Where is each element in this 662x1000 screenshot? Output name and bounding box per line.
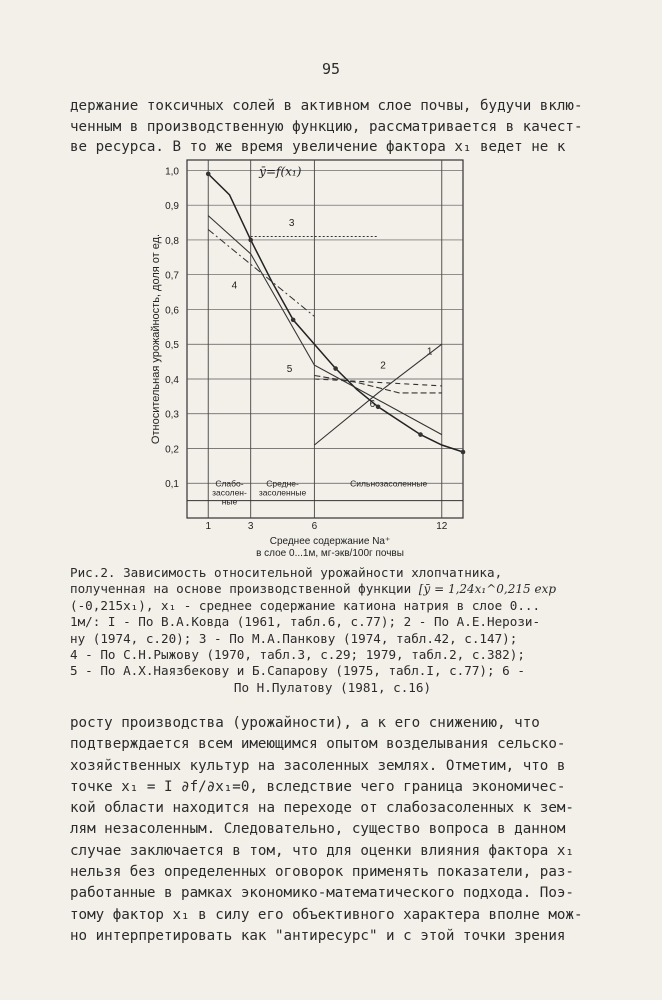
figure-chart	[145, 150, 485, 560]
x-axis-label: в слое 0...1м, мг-экв/100г почвы	[256, 548, 404, 559]
caption-line: (-0,215x₁), x₁ - среднее содержание катиона натрия в слое 0...	[70, 597, 541, 613]
text-line: ченным в производственную функцию, рассматривается в качест-	[70, 118, 583, 135]
text-line: росту производства (урожайности), а к его снижению, что	[70, 715, 540, 731]
text-line: нельзя без определенных оговорок применять показатели, раз-	[70, 864, 574, 881]
y-tick-label: 0,7	[165, 270, 179, 282]
y-tick-label: 0,5	[165, 340, 179, 352]
zone-label: ные	[221, 496, 238, 507]
text-line: кой области находится на переходе от слабозасоленных к зем-	[70, 800, 574, 817]
y-tick-label: 0,4	[165, 374, 179, 386]
data-point	[206, 172, 211, 177]
y-tick-label: 0,1	[165, 479, 179, 491]
text-line: подтверждается всем имеющимся опытом возделывания сельско-	[70, 736, 566, 753]
text-line: ве ресурса. В то же время увеличение фактора x₁ ведет не к	[70, 139, 566, 155]
zone-label: Слабо-	[215, 478, 244, 489]
series-line-1	[208, 216, 442, 435]
series-number-label: 2	[380, 360, 386, 372]
series-line-main	[208, 174, 463, 452]
caption-text: полученная на основе производственной функции	[70, 581, 412, 597]
series-line-6	[314, 344, 441, 445]
caption-line: ну (1974, с.20); 3 - По М.А.Панкову (1974, табл.42, с.147);	[70, 630, 518, 646]
y-tick-label: 0,2	[165, 444, 179, 456]
data-point	[248, 238, 253, 243]
x-tick-label: 12	[436, 521, 448, 532]
caption-line: 4 - По С.Н.Рыжову (1970, табл.3, с.29; 1979, табл.2, с.382);	[70, 647, 525, 663]
curve-label: ȳ=f(x₁)	[259, 164, 302, 179]
text-line: точке x₁ = I ∂f/∂x₁=0, вследствие чего граница экономичес-	[70, 778, 566, 795]
series-number-label: 4	[231, 280, 238, 292]
x-tick-label: 1	[205, 521, 212, 532]
data-point	[376, 404, 381, 409]
paragraph-bottom	[70, 713, 590, 947]
page-number: 95	[321, 60, 341, 78]
zone-label: Сильнозасоленные	[350, 478, 428, 489]
series-number-label: 3	[288, 218, 295, 230]
y-axis-label: Относительная урожайность, доля от ед.	[150, 233, 162, 445]
data-point	[461, 450, 466, 455]
series-number-label: 5	[286, 364, 293, 376]
series-number-label: 1	[426, 346, 433, 358]
y-tick-label: 0,8	[165, 235, 179, 247]
text-line: работанные в рамках экономико-математического подхода. Поэ-	[70, 885, 574, 902]
data-point	[333, 366, 338, 371]
y-tick-label: 0,6	[165, 305, 179, 317]
series-number-label: 6	[369, 398, 376, 410]
series-line-5	[314, 379, 441, 386]
text-line: держание токсичных солей в активном слое почвы, будучи вклю-	[70, 98, 583, 114]
text-line: лям незасоленным. Следовательно, существо вопроса в данном	[70, 821, 566, 838]
caption-line: 5 - По А.Х.Наязбекову и Б.Сапарову (1975, табл.I, с.77); 6 -	[70, 663, 525, 679]
zone-label: засолен-	[212, 487, 247, 498]
caption-line: По Н.Пулатову (1981, с.16)	[233, 679, 432, 695]
zone-label: Средне-	[266, 478, 299, 489]
x-axis-label: Среднее содержание Na⁺	[269, 536, 391, 547]
y-tick-label: 0,9	[165, 201, 179, 213]
figure-caption	[70, 565, 595, 696]
text-line: но интерпретировать как "антиресурс" и с этой точки зрения	[70, 927, 566, 944]
data-point	[418, 432, 423, 437]
chart-svg	[145, 150, 485, 560]
y-tick-label: 0,3	[165, 409, 179, 421]
data-point	[291, 318, 296, 323]
series-line-2	[314, 376, 441, 393]
caption-line	[70, 581, 595, 597]
plot-frame	[187, 160, 463, 518]
zone-label: засоленные	[258, 487, 307, 498]
caption-line: 1м/: I - По В.А.Ковда (1961, табл.6, с.77); 2 - По А.Е.Нерози-	[70, 614, 541, 630]
x-tick-label: 3	[247, 521, 254, 532]
text-line: тому фактор x₁ в силу его объективного характера вполне мож-	[70, 906, 583, 923]
text-line: хозяйственных культур на засоленных землях. Отметим, что в	[70, 757, 566, 774]
paragraph-top	[70, 96, 590, 158]
x-tick-label: 6	[311, 521, 318, 532]
text-line: случае заключается в том, что для оценки влияния фактора x₁	[70, 842, 574, 859]
y-tick-label: 1,0	[165, 166, 179, 178]
caption-formula: [ȳ = 1,24x₁^0,215 exp	[418, 582, 557, 597]
caption-line: Рис.2. Зависимость относительной урожайности хлопчатника,	[70, 565, 503, 580]
